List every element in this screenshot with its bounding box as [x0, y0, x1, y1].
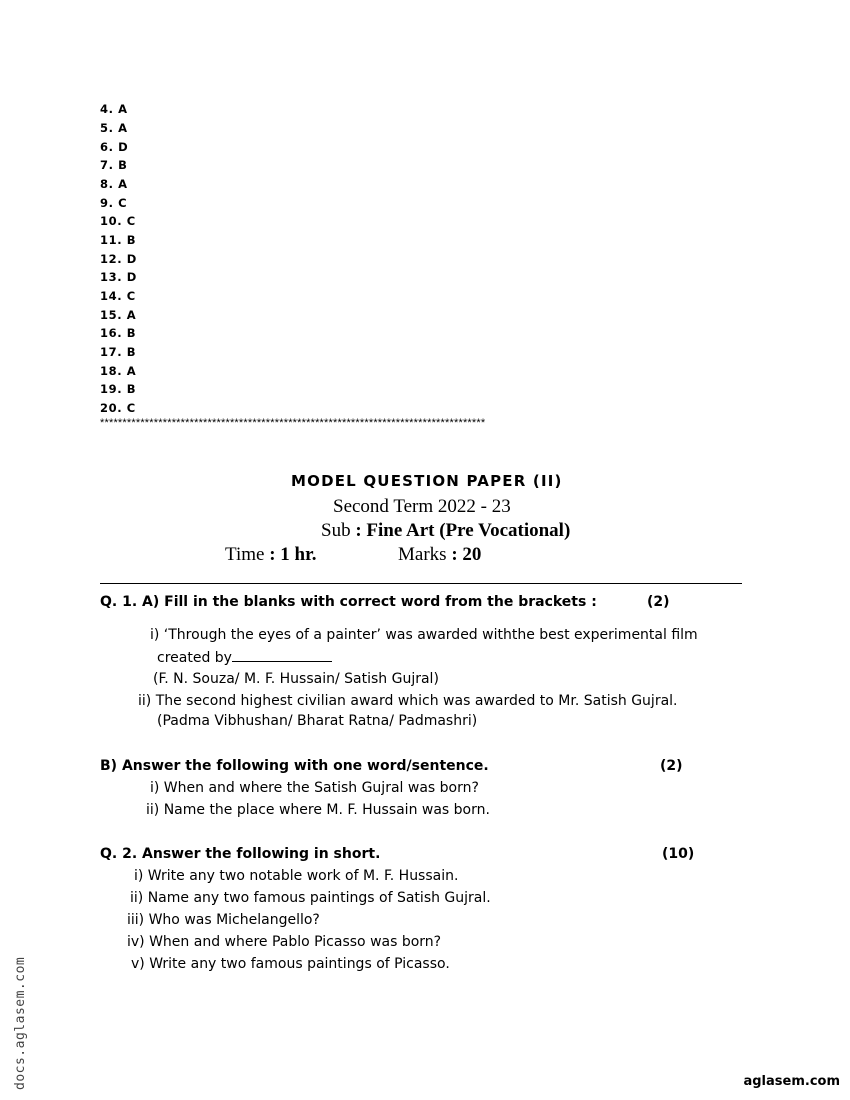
q1-item-ii-options: (Padma Vibhushan/ Bharat Ratna/ Padmashri) [157, 713, 478, 729]
answer-item: 19. B [100, 382, 137, 396]
q1-item-ii: ii) The second highest civilian award which was awarded to Mr. Satish Gujral. [138, 693, 678, 709]
answer-item: 9. C [100, 196, 128, 210]
q2-marks: (10) [662, 846, 695, 862]
answer-item: 5. A [100, 121, 128, 135]
marks-line [398, 544, 481, 566]
term-line: Second Term 2022 - 23 [333, 496, 511, 517]
q1b-item: ii) Name the place where M. F. Hussain was born. [146, 802, 490, 818]
q2-item: iii) Who was Michelangello? [127, 912, 320, 928]
marks-prefix: Marks [398, 544, 452, 565]
header-divider [100, 583, 742, 584]
marks-value: : 20 [451, 544, 482, 565]
fill-blank [232, 649, 332, 662]
q2-item: iv) When and where Pablo Picasso was born? [127, 934, 442, 950]
q2-item: v) Write any two famous paintings of Picasso. [131, 956, 450, 972]
answer-item: 18. A [100, 364, 137, 378]
subject-prefix: Sub [321, 520, 356, 541]
answer-item: 16. B [100, 326, 137, 340]
time-prefix: Time [225, 544, 270, 565]
answer-item: 17. B [100, 345, 137, 359]
q1-item-i-line1: i) ‘Through the eyes of a painter’ was awarded withthe best experimental film [150, 627, 698, 643]
answer-item: 4. A [100, 102, 128, 116]
q1b-heading: B) Answer the following with one word/sentence. [100, 758, 489, 774]
answer-item: 20. C [100, 401, 136, 415]
time-value: : 1 hr. [269, 544, 317, 565]
q1b-marks: (2) [660, 758, 683, 774]
q2-item: ii) Name any two famous paintings of Satish Gujral. [130, 890, 491, 906]
q2-heading: Q. 2. Answer the following in short. [100, 846, 381, 862]
q2-item: i) Write any two notable work of M. F. Hussain. [134, 868, 459, 884]
answer-item: 7. B [100, 158, 128, 172]
answer-item: 8. A [100, 177, 128, 191]
q1-heading: Q. 1. A) Fill in the blanks with correct word from the brackets : [100, 594, 597, 610]
q1b-item: i) When and where the Satish Gujral was born? [150, 780, 479, 796]
answer-item: 13. D [100, 270, 137, 284]
subject-line [321, 520, 570, 542]
q1-marks: (2) [647, 594, 670, 610]
q1-item-i-options: (F. N. Souza/ M. F. Hussain/ Satish Gujral) [153, 671, 439, 687]
answer-item: 10. C [100, 214, 136, 228]
q1-item-i-line2 [157, 649, 332, 666]
subject-value: : Fine Art (Pre Vocational) [355, 520, 571, 541]
answer-item: 11. B [100, 233, 137, 247]
time-line [225, 544, 317, 566]
answer-item: 12. D [100, 252, 137, 266]
side-watermark: docs.aglasem.com [13, 956, 28, 1090]
answer-item: 6. D [100, 140, 129, 154]
star-separator: ************************************************************************************** [100, 417, 486, 429]
paper-title: MODEL QUESTION PAPER (II) [291, 472, 563, 490]
answer-item: 15. A [100, 308, 137, 322]
answer-item: 14. C [100, 289, 136, 303]
q1-item-i-text: created by [157, 650, 232, 666]
brand-footer: aglasem.com [743, 1074, 840, 1089]
